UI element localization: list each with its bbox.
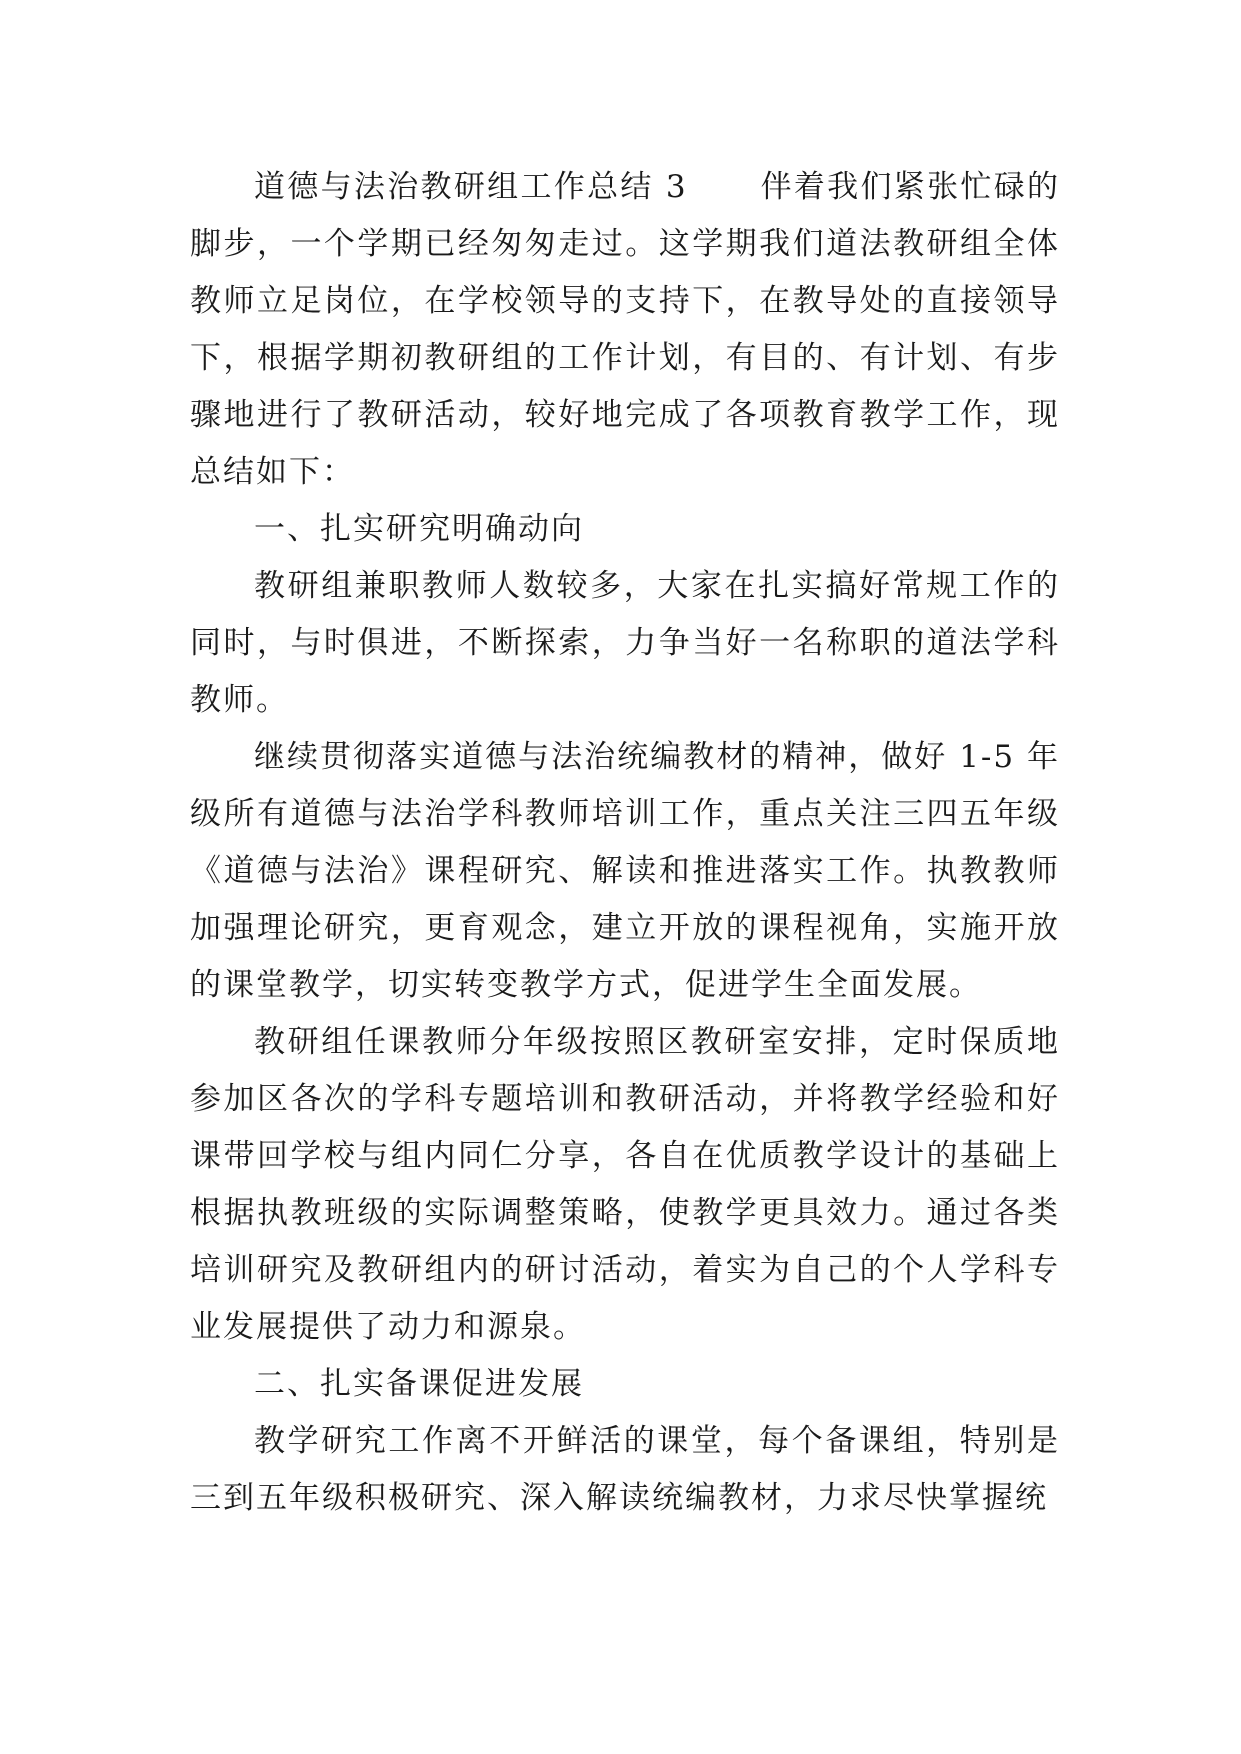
section-heading-1: 一、扎实研究明确动向 — [254, 511, 584, 547]
paragraph-text: 伴着我们紧张忙碌的脚步，一个学期已经匆匆走过。这学期我们道法教研组全体教师立足岗位，在学校领导的支持下，在教导处的直接领导下，根据学期初教研组的工作计划，有目的、有计划、有步骤地进行了教研活动，较好地完成了各项教育教学工作，现总结如下： — [190, 169, 1061, 490]
paragraph-4: 教研组任课教师分年级按照区教研室安排，定时保质地参加区各次的学科专题培训和教研活动，并将教学经验和好课带回学校与组内同仁分享，各自在优质教学设计的基础上根据执教班级的实际调整策略，使教学更具效力。通过各类培训研究及教研组内的研讨活动，着实为自己的个人学科专业发展提供了动力和源泉。 — [190, 1024, 1060, 1345]
paragraph-5: 教学研究工作离不开鲜活的课堂，每个备课组，特别是三到五年级积极研究、深入解读统编教材，力求尽快掌握统 — [190, 1423, 1060, 1516]
document-body — [190, 159, 1060, 1527]
paragraph-2: 教研组兼职教师人数较多，大家在扎实搞好常规工作的同时，与时俱进，不断探索，力争当好一名称职的道法学科教师。 — [190, 568, 1060, 718]
intro-paragraph — [190, 159, 1060, 501]
paragraph-3: 继续贯彻落实道德与法治统编教材的精神，做好 1-5 年级所有道德与法治学科教师培训工作，重点关注三四五年级《道德与法治》课程研究、解读和推进落实工作。执教教师加强理论研究，更育观念，建立开放的课程视角，实施开放的课堂教学，切实转变教学方式，促进学生全面发展。 — [190, 739, 1060, 1003]
section-heading-2: 二、扎实备课促进发展 — [254, 1366, 584, 1402]
document-title — [254, 169, 761, 205]
document-title-text: 道德与法治教研组工作总结 — [254, 169, 654, 205]
document-title-number: 3 — [665, 169, 688, 205]
